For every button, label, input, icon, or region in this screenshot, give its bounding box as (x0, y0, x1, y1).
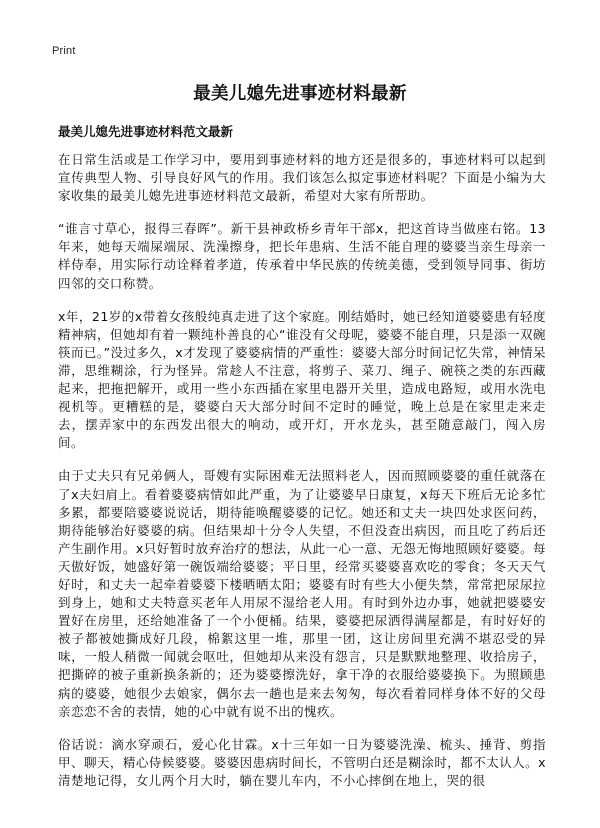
paragraph-care: 由于丈夫只有兄弟俩人，哥嫂有实际困难无法照料老人，因而照顾婆婆的重任就落在了x夫妇肩上。看着婆婆病情如此严重，为了让婆婆早日康复，x每天下班后无论多忙多累，都要陪婆婆说说话，期待能唤醒婆婆的记忆。她还和丈夫一块四处求医问药，期待能够治好婆婆的病。但结果却十分令人失望，不但没查出病因，而且吃了药后还产生副作用。x只好暂时放弃治疗的想法，从此一心一意、无怨无悔地照顾好婆婆。每天傲好饭，她盛好第一碗饭端给婆婆；平日里，经常买婆婆喜欢吃的零食；冬天天气好时，和丈夫一起牵着婆婆下楼晒晒太阳；婆婆有时有些大小便失禁，常常把尿尿拉到身上，她和丈夫特意买老年人用尿不湿给老人用。有时到外边办事，她就把婆婆安置好在房里，还给她准备了一个小便桶。结果，婆婆把尿洒得满屋都是，有时好好的被子都被她撕成好几段，棉絮这里一堆，那里一团，这让房间里充满不堪忍受的异味，一般人稍微一闻就会呕吐，但她却从来没有怨言，只是默默地整理、收拾房子，把撕碎的被子重新换条新的；还为婆婆擦洗好，拿干净的衣服给婆婆换下。为照顾患病的婆婆，她很少去娘家，偶尔去一趟也是来去匆匆，每次看着同样身体不好的父母亲恋恋不舍的表情，她的心中就有说不出的愧疚。 (58, 468, 546, 719)
paragraph-intro: 在日常生活或是工作学习中，要用到事迹材料的地方还是很多的，事迹材料可以起到宣传典型人物、引导良好风气的作用。我们该怎么拟定事迹材料呢？下面是小编为大家收集的最美儿媳先进事迹材料范文最新，希望对大家有所帮助。 (58, 152, 546, 204)
article-body (58, 151, 546, 805)
print-link[interactable]: Print (52, 45, 76, 57)
paragraph-quote: “谁言寸草心，报得三春晖”。新干县神政桥乡青年干部x，把这首诗当做座右铭。13年来，她每天端屎端尿、洗澡擦身，把长年患病、生活不能自理的婆婆当亲生母亲一样侍奉，用实际行动诠释着孝道，传承着中华民族的传统美德，受到领导同事、街坊四邻的交口称赞。 (58, 221, 546, 291)
page-title: 最美儿媳先进事迹材料最新 (193, 84, 407, 104)
paragraph-marriage: x年，21岁的x带着女孩般纯真走进了这个家庭。刚结婚时，她已经知道婆婆患有轻度精神病，但她却有着一颗纯朴善良的心“谁没有父母呢，婆婆不能自理，只是添一双碗筷而已。”没过多久，x才发现了婆婆病情的严重性：婆婆大部分时间记忆失常，神情呆滞，思维糊涂，行为怪异。常趁人不注意，将剪子、菜刀、绳子、碗筷之类的东西藏起来，把拖把解开，或用一些小东西插在家里电器开关里，造成电路短，或用水洗电视机等。更糟糕的是，婆婆白天大部分时间不定时的睡觉，晚上总是在家里走来走去，摆弄家中的东西发出很大的响动，或开灯，开水龙头，甚至随意敲门，闯入房间。 (58, 308, 546, 451)
page-subtitle: 最美儿媳先进事迹材料范文最新 (58, 124, 234, 139)
paragraph-proverb: 俗话说：滴水穿顽石，爱心化甘霖。x十三年如一日为婆婆洗澡、梳头、捶背、剪指甲、聊天，精心侍候婆婆。婆婆因患病时间长，不管明白还是糊涂时，都不太认人。x清楚地记得，女儿两个月大时，躺在婴儿车内，不小心摔倒在地上，哭的很 (58, 736, 546, 788)
